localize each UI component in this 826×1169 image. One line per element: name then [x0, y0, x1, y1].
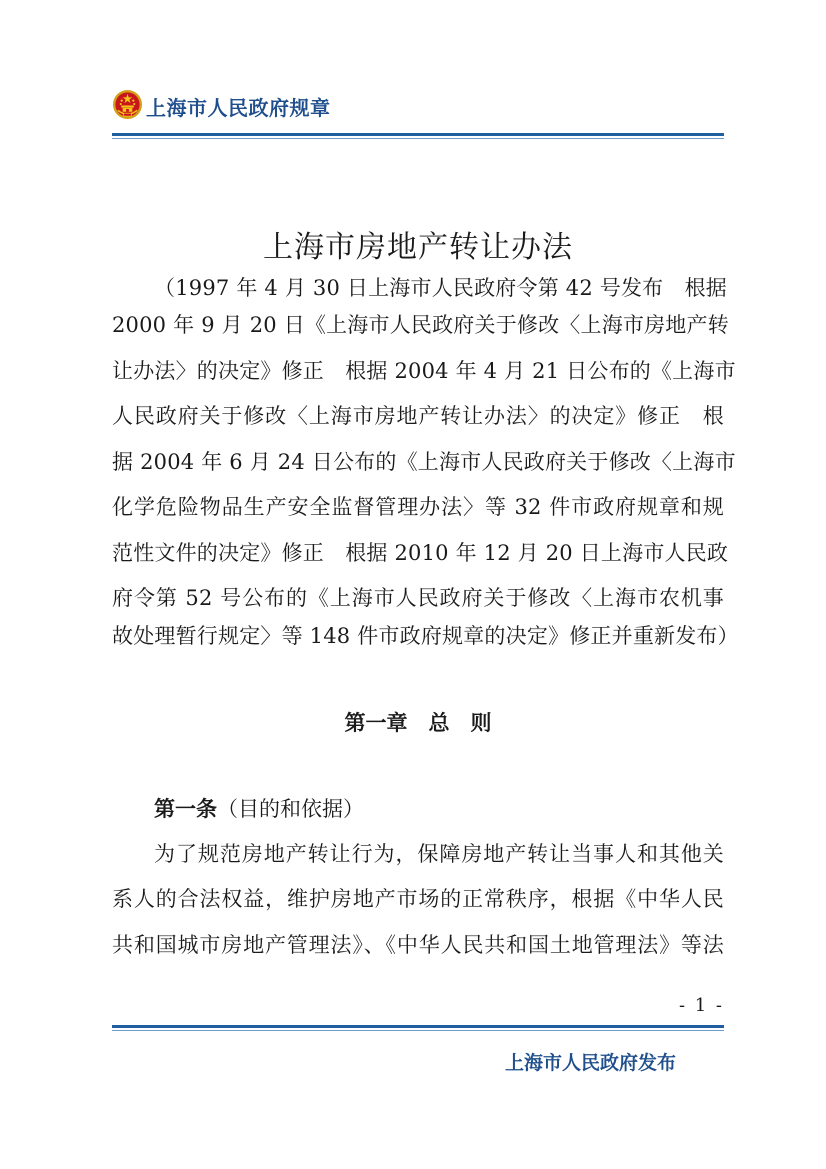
article-heading	[154, 793, 364, 823]
article-number: 第一条	[154, 797, 217, 821]
footer-divider	[112, 1025, 724, 1028]
history-line: 2000 年 9 月 20 日《上海市人民政府关于修改〈上海市房地产转	[112, 313, 729, 337]
page-number: - 1 -	[678, 995, 724, 1016]
header-title: 上海市人民政府规章	[146, 96, 331, 120]
history-line: 府令第 52 号公布的《上海市人民政府关于修改〈上海市农机事	[112, 586, 724, 610]
chapter-heading: 第一章 总 则	[344, 711, 492, 735]
body-line: 共和国城市房地产管理法》、《中华人民共和国土地管理法》等法	[112, 933, 724, 957]
article-title: （目的和依据）	[217, 797, 364, 821]
history-line: 故处理暂行规定〉等 148 件市政府规章的决定》修正并重新发布）	[112, 624, 739, 648]
page-header	[112, 88, 724, 128]
body-line: 为了规范房地产转让行为，保障房地产转让当事人和其他关	[154, 842, 724, 866]
history-line: 让办法〉的决定》修正 根据 2004 年 4 月 21 日公布的《上海市	[112, 359, 736, 383]
history-line: 据 2004 年 6 月 24 日公布的《上海市人民政府关于修改〈上海市	[112, 450, 736, 474]
body-line: 系人的合法权益，维护房地产市场的正常秩序，根据《中华人民	[112, 887, 724, 911]
national-emblem-icon	[112, 89, 143, 120]
history-line: （1997 年 4 月 30 日上海市人民政府令第 42 号发布 根据	[154, 276, 727, 300]
header-divider	[112, 133, 724, 136]
footer-publisher: 上海市人民政府发布	[504, 1052, 676, 1074]
footer-divider-thin	[112, 1030, 724, 1031]
header-divider-thin	[112, 138, 724, 139]
document-title: 上海市房地产转让办法	[263, 230, 573, 265]
history-line: 化学危险物品生产安全监督管理办法〉等 32 件市政府规章和规	[112, 495, 724, 519]
history-line: 人民政府关于修改〈上海市房地产转让办法〉的决定》修正 根	[112, 404, 724, 428]
history-line: 范性文件的决定》修正 根据 2010 年 12 月 20 日上海市人民政	[112, 541, 729, 565]
